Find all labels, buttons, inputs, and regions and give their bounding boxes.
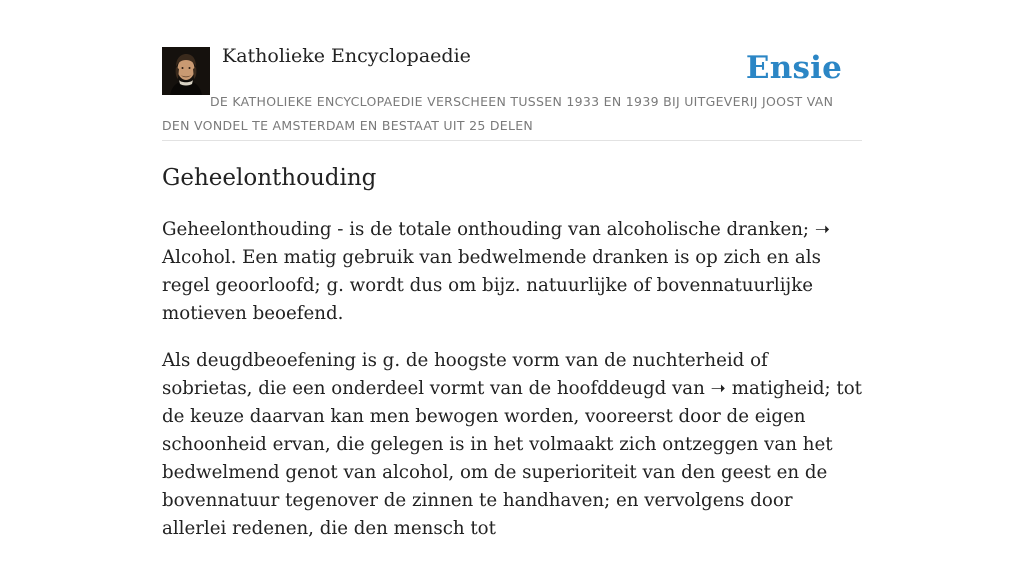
paragraph-1-text-before: Geheelonthouding - is de totale onthouding van alcoholische dranken;	[162, 219, 815, 240]
page	[162, 0, 862, 539]
site-tagline: DE KATHOLIEKE ENCYCLOPAEDIE VERSCHEEN TUSSEN 1933 EN 1939 BIJ UITGEVERIJ JOOST VAN DEN VONDEL TE AMSTERDAM EN BESTAAT UIT 25 DELEN	[162, 94, 834, 133]
paragraph-1-text-after: . Een matig gebruik van bedwelmende dranken is op zich en als regel geoorloofd; g. wordt dus om bijz. natuurlijke of bovennatuurlijke motieven beoefend.	[162, 247, 821, 324]
site-title-link[interactable]: Katholieke Encyclopaedie	[222, 45, 471, 67]
ensie-logo-link[interactable]: Ensie	[745, 50, 842, 86]
portrait-avatar-icon[interactable]	[162, 47, 210, 95]
link-matigheid[interactable]: matigheid	[731, 378, 825, 399]
article-body	[162, 216, 862, 562]
arrow-right-icon: ➝	[710, 378, 726, 399]
article-paragraph-2	[162, 347, 862, 543]
link-alcohol[interactable]: Alcohol	[162, 247, 231, 268]
paragraph-2-text-before: Als deugdbeoefening is g. de hoogste vorm van de nuchterheid of sobrietas, die een onderdeel vormt van de hoofddeugd van	[162, 350, 768, 399]
site-header	[162, 0, 862, 141]
article-paragraph-1	[162, 216, 862, 328]
arrow-right-icon: ➝	[814, 219, 831, 240]
article-title: Geheelonthouding	[162, 165, 377, 191]
paragraph-2-text-after: ; tot de keuze daarvan kan men bewogen worden, vooreerst door de eigen schoonheid ervan, die gelegen is in het volmaakt zich ontzeggen van het bedwelmend genot van alcohol, om de superioriteit van den geest en de bovennatuur tegenover de zinnen te handhaven; en vervolgens door allerlei redenen, die den mensch tot	[162, 378, 862, 539]
